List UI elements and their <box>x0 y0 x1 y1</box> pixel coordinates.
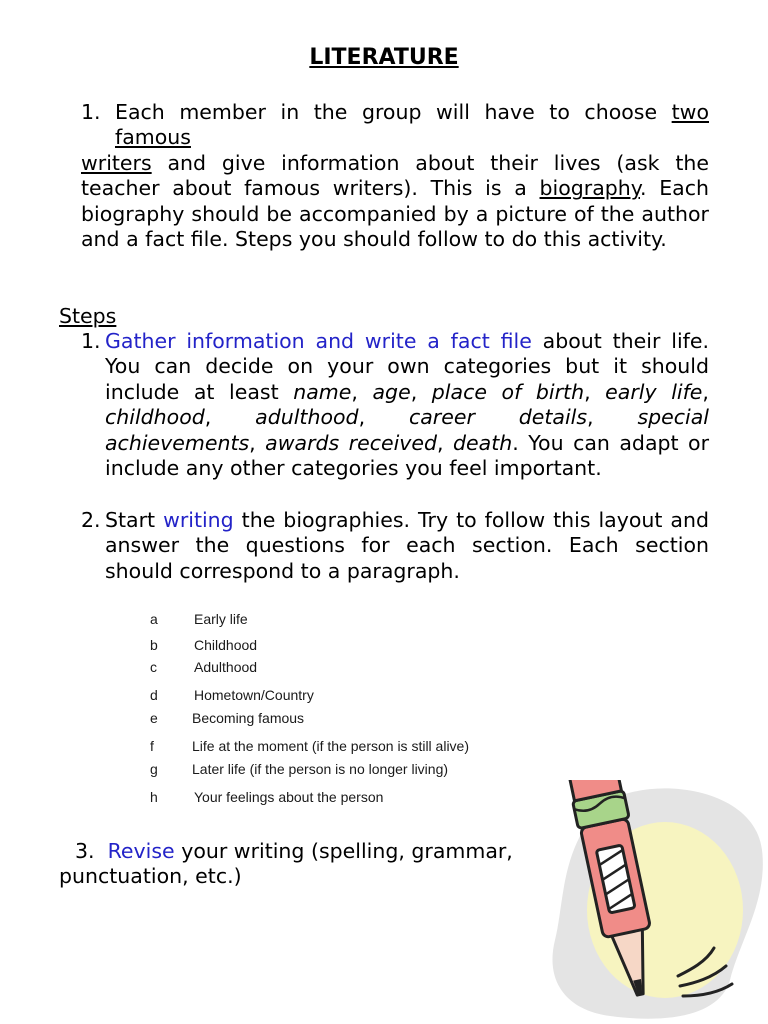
intro-writers-word: writers <box>81 151 152 175</box>
page-title: LITERATURE <box>309 45 459 70</box>
category-special-achievements: special achievements <box>105 405 709 455</box>
section-label: Becoming famous <box>192 710 305 726</box>
separator: , <box>204 405 256 430</box>
step1-text-b: . You can adapt or include any other categories you feel important. <box>105 430 709 481</box>
separator: , <box>351 379 373 404</box>
intro-two-famous: two famous <box>115 100 709 150</box>
section-label: Hometown/Country <box>194 687 314 703</box>
section-label: Childhood <box>194 637 258 653</box>
step-item-1 <box>81 329 709 481</box>
section-item <box>150 737 570 755</box>
section-item <box>150 658 570 676</box>
step2-text <box>105 508 709 584</box>
section-label: Later life (if the person is no longer living) <box>192 761 449 777</box>
step1-text-a: about their life. You can decide on your own categories but it should include at least <box>105 329 709 404</box>
intro-item-first-line <box>81 100 709 151</box>
intro-number: 1. <box>81 100 101 124</box>
intro-text-mid: and give information about their lives (ask the teacher about famous writers). This is a <box>81 151 709 201</box>
separator: , <box>358 405 409 430</box>
step3-text: your writing (spelling, grammar, punctuation, etc.) <box>59 839 513 889</box>
step2-link[interactable]: writing <box>163 508 234 532</box>
category-age: age <box>372 379 411 404</box>
step-item-2 <box>81 508 709 584</box>
intro-first-text <box>115 100 709 151</box>
step-item-3 <box>59 839 599 890</box>
section-label: Adulthood <box>194 659 258 675</box>
step2-start: Start <box>105 508 164 532</box>
section-letter: e <box>150 710 158 726</box>
intro-biography-word: biography <box>539 176 640 201</box>
separator: , <box>249 430 266 455</box>
section-label: Early life <box>194 611 248 627</box>
category-name: name <box>293 379 352 404</box>
category-death: death <box>453 430 513 455</box>
pencil-clipart-icon <box>540 780 768 1024</box>
category-childhood: childhood <box>105 405 205 430</box>
intro-paragraph <box>81 151 709 253</box>
section-letter: h <box>150 789 158 805</box>
section-letter: g <box>150 761 158 777</box>
section-letter: a <box>150 611 158 627</box>
step1-number: 1. <box>81 329 101 353</box>
section-item <box>150 760 570 778</box>
section-item <box>150 636 570 654</box>
step2-rest: the biographies. Try to follow this layout and answer the questions for each section. Each section should correspond to a paragraph. <box>105 508 709 583</box>
section-letter: c <box>150 659 157 675</box>
section-item <box>150 686 570 704</box>
step3-link[interactable]: Revise <box>107 839 175 863</box>
separator: , <box>702 379 709 404</box>
intro-text-before: Each member in the group will have to choose <box>115 100 672 124</box>
section-item <box>150 610 570 628</box>
section-letter: b <box>150 637 158 653</box>
section-letter: d <box>150 687 158 703</box>
section-label: Your feelings about the person <box>194 789 384 805</box>
step1-text <box>105 329 709 481</box>
category-place-of-birth: place of birth <box>431 379 585 404</box>
section-item <box>150 709 570 727</box>
separator: , <box>437 430 454 455</box>
separator: , <box>584 379 606 404</box>
section-letter: f <box>150 738 154 754</box>
separator: , <box>410 379 432 404</box>
category-adulthood: adulthood <box>255 405 359 430</box>
intro-text-after: . Each biography should be accompanied by a picture of the author and a fact file. Steps you should follow to do this activity. <box>81 176 709 252</box>
separator: , <box>587 405 638 430</box>
step1-link[interactable]: Gather information and write a fact file <box>105 329 532 353</box>
step2-number: 2. <box>81 508 101 532</box>
section-item <box>150 788 570 806</box>
step3-number: 3. <box>75 839 95 863</box>
category-early-life: early life <box>605 379 703 404</box>
category-awards-received: awards received <box>265 430 438 455</box>
category-career-details: career details <box>408 405 588 430</box>
steps-heading: Steps <box>59 304 117 328</box>
section-label: Life at the moment (if the person is still alive) <box>192 738 470 754</box>
